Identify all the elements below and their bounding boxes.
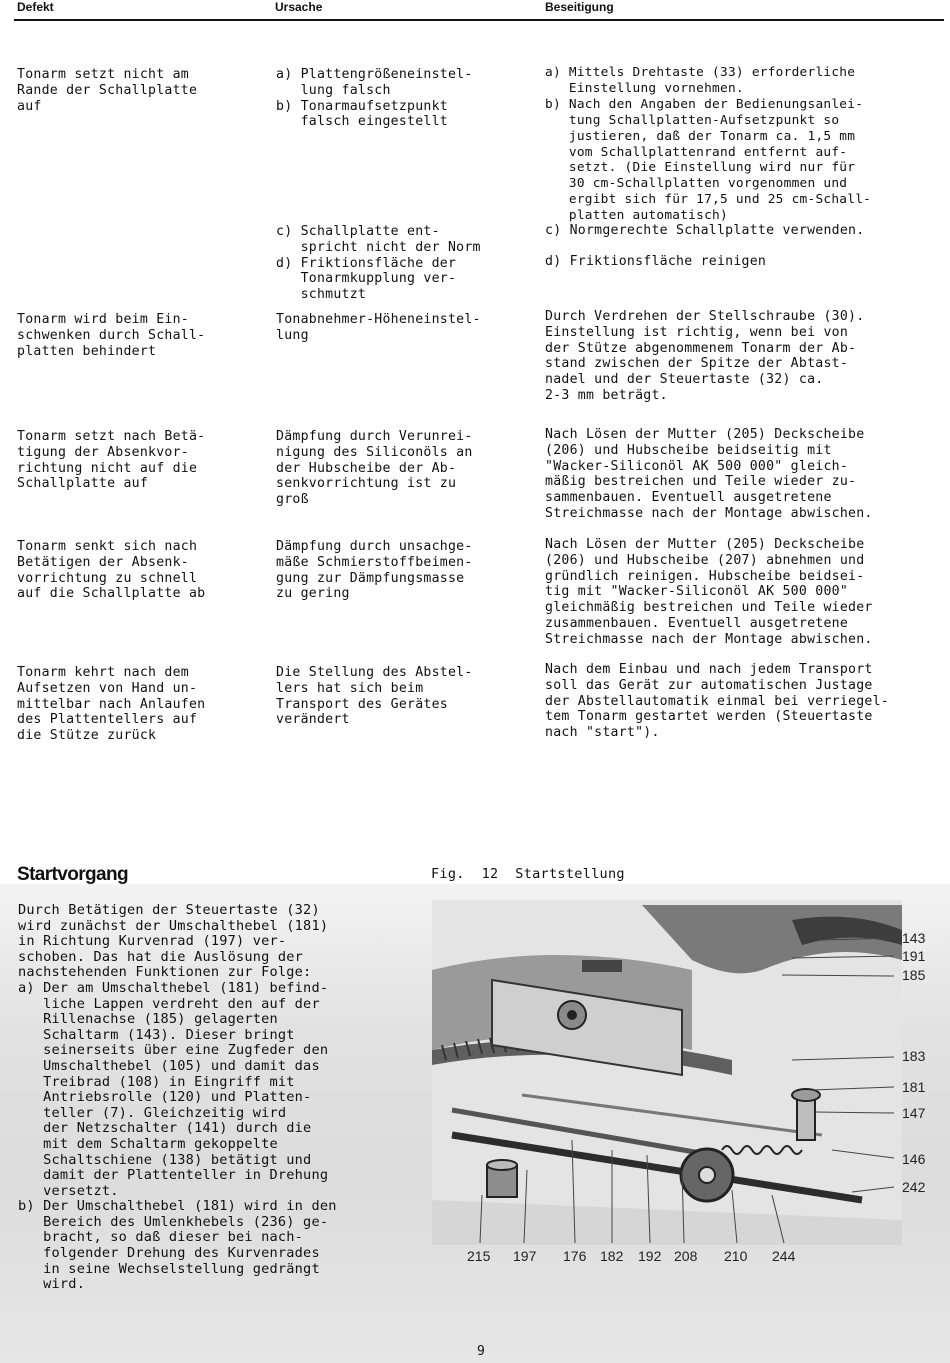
row4-beseitigung: Nach Lösen der Mutter (205) Deckscheibe (206) und Hubscheibe (207) abnehmen und gründlich reinigen. Hubscheibe beidsei- tig mit "Wacker-Siliconöl AK 500 000" gleichmäßig bestreichen und Teile wieder zusammenbauen. Eventuell ausgetretene Streichmasse nach der Montage abwischen. <box>545 537 873 647</box>
callout-242: 242 <box>902 1179 926 1195</box>
callout-191: 191 <box>902 948 926 964</box>
row3-ursache: Dämpfung durch Verunrei- nigung des Siliconöls an der Hubscheibe der Ab- senkvorrichtung ist zu groß <box>276 429 473 508</box>
page-number: 9 <box>477 1344 485 1359</box>
figure-startstellung <box>432 900 902 1245</box>
row4-defekt: Tonarm senkt sich nach Betätigen der Absenk- vorrichtung zu schnell auf die Schallplatte ab <box>17 539 206 602</box>
callout-192: 192 <box>638 1248 662 1264</box>
callout-182: 182 <box>600 1248 624 1264</box>
row2-beseitigung: Durch Verdrehen der Stellschraube (30). Einstellung ist richtig, wenn bei von der Stütze abgenommenem Tonarm der Ab- stand zwischen der Spitze der Abtast- nadel und der Steuertaste (32) ca. 2-3 mm beträgt. <box>545 309 865 403</box>
header-rule <box>14 19 944 21</box>
header-defekt: Defekt <box>17 0 54 14</box>
callout-244: 244 <box>772 1248 796 1264</box>
callout-146: 146 <box>902 1151 926 1167</box>
row5-defekt: Tonarm kehrt nach dem Aufsetzen von Hand un- mittelbar nach Anlaufen des Plattentellers auf die Stütze zurück <box>17 665 206 744</box>
row1-beseitigung-c: c) Normgerechte Schallplatte verwenden. <box>545 223 865 238</box>
callout-215: 215 <box>467 1248 491 1264</box>
callout-185: 185 <box>902 967 926 983</box>
row2-defekt: Tonarm wird beim Ein- schwenken durch Schall- platten behindert <box>17 312 206 359</box>
callout-176: 176 <box>563 1248 587 1264</box>
header-ursache: Ursache <box>275 0 323 14</box>
row3-defekt: Tonarm setzt nach Betä- tigung der Absenkvor- richtung nicht auf die Schallplatte auf <box>17 429 206 492</box>
callout-181: 181 <box>902 1079 926 1095</box>
mechanism-illustration <box>432 900 902 1245</box>
header-beseitigung: Beseitigung <box>545 0 614 14</box>
row1-ursache-cd: c) Schallplatte ent- spricht nicht der Norm d) Friktionsfläche der Tonarmkupplung ver- schmutzt <box>276 224 481 303</box>
callout-143: 143 <box>902 930 926 946</box>
callout-147: 147 <box>902 1105 926 1121</box>
callout-210: 210 <box>724 1248 748 1264</box>
section-title: Startvorgang <box>17 864 129 885</box>
row1-beseitigung-ab: a) Mittels Drehtaste (33) erforderliche Einstellung vornehmen. b) Nach den Angaben der Bedienungsanlei- tung Schallplatten-Aufsetzpunkt so justieren, daß der Tonarm ca. 1,5 mm vom Schallplattenrand entfernt auf- setzt. (Die Einstellung wird nur für 30 cm-Schallplatten vorgenommen und ergibt sich für 17,5 und 25 cm-Schall- platten automatisch) <box>545 65 872 224</box>
row2-ursache: Tonabnehmer-Höheneinstel- lung <box>276 312 481 343</box>
callout-197: 197 <box>513 1248 537 1264</box>
callout-208: 208 <box>674 1248 698 1264</box>
figure-title: Fig. 12 Startstellung <box>431 866 625 882</box>
row1-ursache-ab: a) Plattengrößeneinstel- lung falsch b) Tonarmaufsetzpunkt falsch eingestellt <box>276 67 473 130</box>
row5-beseitigung: Nach dem Einbau und nach jedem Transport soll das Gerät zur automatischen Justage der Abstellautomatik einmal bei verriegel- tem Tonarm gestartet werden (Steuertaste nach "start"). <box>545 662 889 741</box>
row1-defekt: Tonarm setzt nicht am Rande der Schallplatte auf <box>17 67 198 114</box>
row5-ursache: Die Stellung des Abstel- lers hat sich beim Transport des Gerätes verändert <box>276 665 473 728</box>
section-body: Durch Betätigen der Steuertaste (32) wird zunächst der Umschalthebel (181) in Richtung Kurvenrad (197) ver- schoben. Das hat die Auslösung der nachstehenden Funktionen zur Folge: a) Der am Umschalthebel (181) befind- liche Lappen verdreht den auf der Rillenachse (185) gelagerten Schaltarm (143). Dieser bringt seinerseits über eine Zugfeder den Umschalthebel (105) und damit das Treibrad (108) in Eingriff mit Antriebsrolle (120) und Platten- teller (7). Gleichzeitig wird der Netzschalter (141) durch die mit dem Schaltarm gekoppelte Schaltschiene (138) betätigt und damit der Plattenteller in Drehung versetzt. b) Der Umschalthebel (181) wird in den Bereich des Umlenkhebels (236) ge- bracht, so daß dieser bei nach- folgender Drehung des Kurvenrades in seine Wechselstellung gedrängt wird. <box>18 902 337 1293</box>
row4-ursache: Dämpfung durch unsachge- mäße Schmierstoffbeimen- gung zur Dämpfungsmasse zu gering <box>276 539 473 602</box>
callout-183: 183 <box>902 1048 926 1064</box>
row3-beseitigung: Nach Lösen der Mutter (205) Deckscheibe (206) und Hubscheibe beidseitig mit "Wacker-Siliconöl AK 500 000" gleich- mäßig bestreichen und Teile wieder zu- sammenbauen. Eventuell ausgetretene Streichmasse nach der Montage abwischen. <box>545 427 873 521</box>
row1-beseitigung-d: d) Friktionsfläche reinigen <box>545 254 767 269</box>
